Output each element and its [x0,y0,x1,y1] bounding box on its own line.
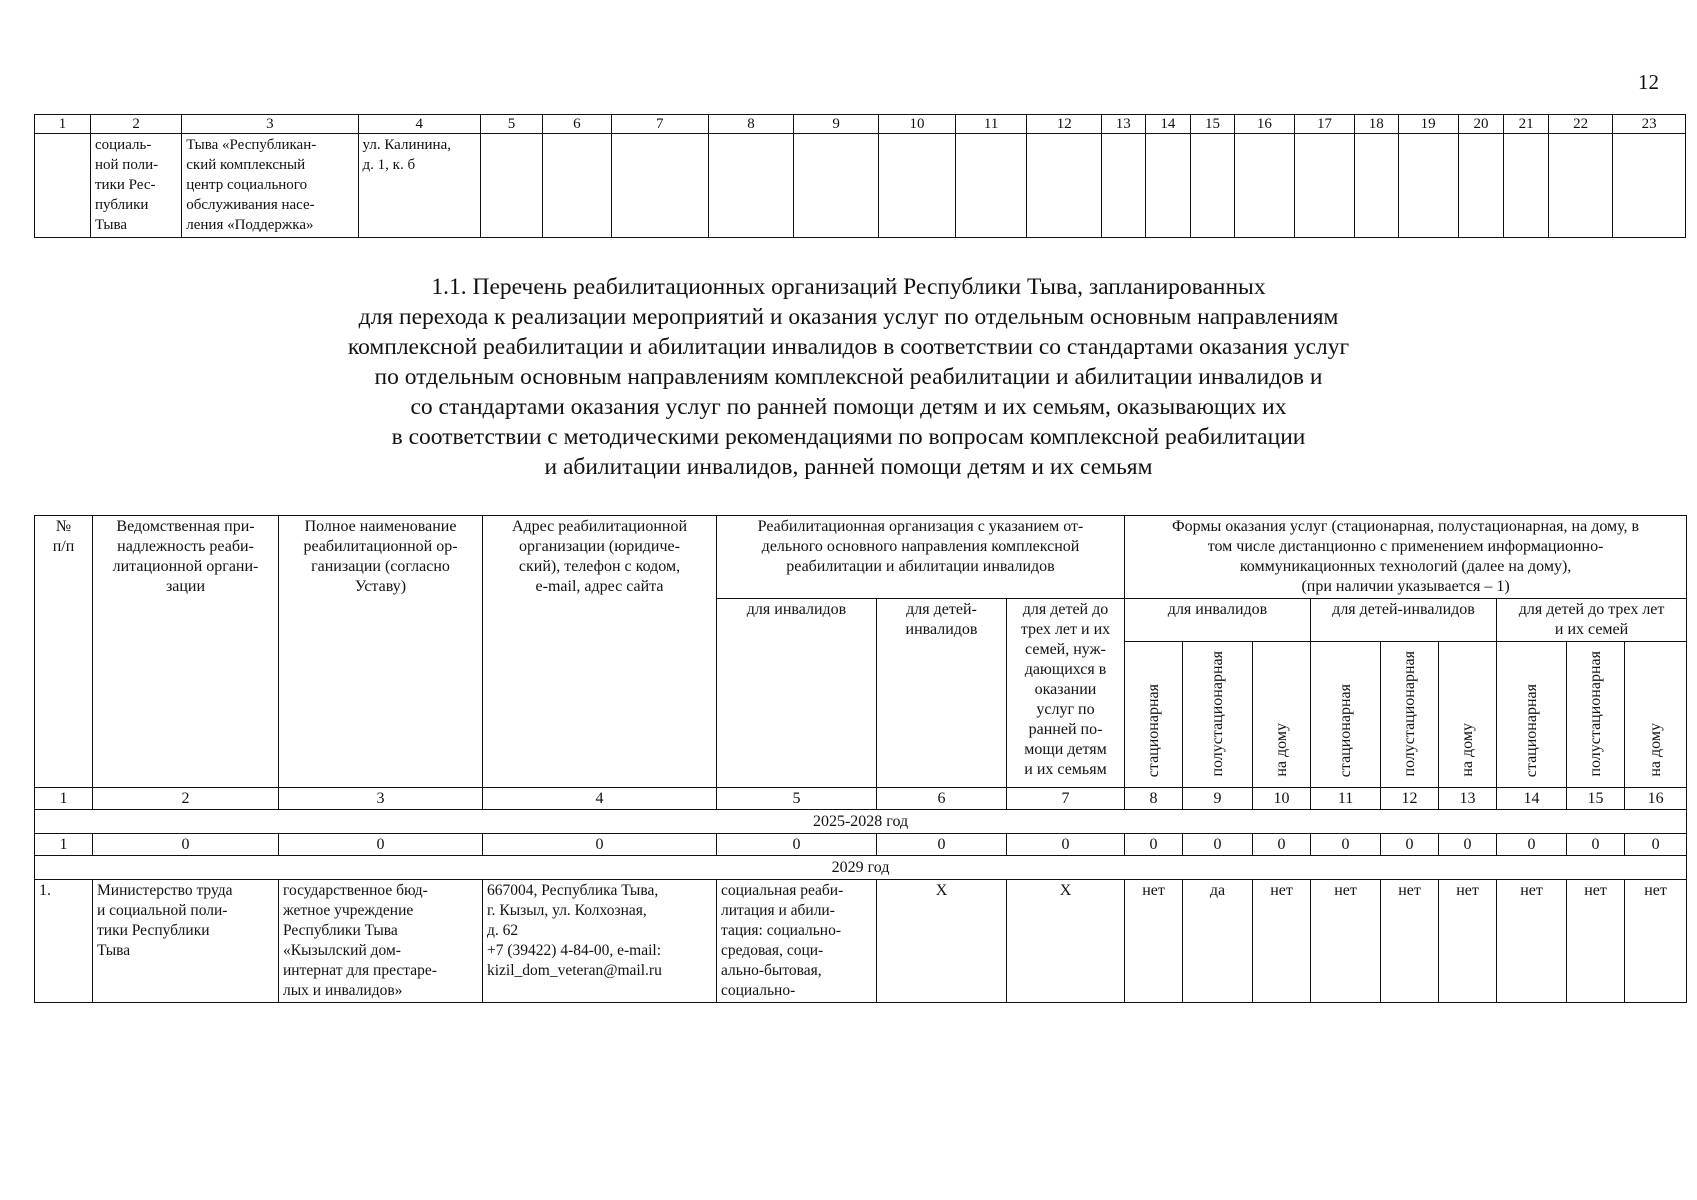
col-number: 1 [35,115,91,134]
col-number: 12 [1027,115,1102,134]
col-number: 14 [1145,115,1191,134]
table-row [35,834,1687,856]
col-number: 4 [483,788,717,810]
cell: 0 [483,834,717,856]
cell [1234,134,1294,238]
year-label: 2025-2028 год [35,810,1687,834]
col-number: 14 [1497,788,1567,810]
col-number: 15 [1567,788,1625,810]
cell-department: социаль- ной поли- тики Рес- публики Тыва [91,134,182,238]
cell-form: нет [1497,880,1567,1003]
col-number: 9 [794,115,879,134]
heading-line: комплексной реабилитации и абилитации инвалидов в соответствии со стандартами оказания услуг [347,334,1350,360]
cell [611,134,708,238]
cell: 0 [1253,834,1311,856]
cell [1191,134,1235,238]
header-at-home: на дому [1253,642,1311,788]
cell: 0 [1007,834,1125,856]
cell [709,134,794,238]
header-semi-stationary: полустационарная [1567,642,1625,788]
header-row [35,516,1687,599]
col-number: 6 [877,788,1007,810]
cell: 0 [1439,834,1497,856]
cell [1613,134,1686,238]
col-number: 2 [91,115,182,134]
col-number: 8 [709,115,794,134]
heading-line: и абилитации инвалидов, ранней помощи детям и их семьям [544,454,1153,480]
header-stationary: стационарная [1125,642,1183,788]
cell: 0 [877,834,1007,856]
col-number: 12 [1381,788,1439,810]
col-number: 10 [1253,788,1311,810]
heading-line: в соответствии с методическими рекомендациями по вопросам комплексной реабилитации [391,424,1306,450]
cell [879,134,956,238]
header-direction-early-help: для детей до трех лет и их семей, нуж- дающихся в оказании услуг по ранней по- мощи детям и их семьям [1007,599,1125,788]
cell [1458,134,1504,238]
header-semi-stationary: полустационарная [1381,642,1439,788]
col-number: 3 [182,115,358,134]
cell [955,134,1027,238]
cell-form: нет [1125,880,1183,1003]
section-heading [0,272,1697,482]
col-number: 13 [1439,788,1497,810]
header-direction-children: для детей- инвалидов [877,599,1007,788]
cell [480,134,542,238]
cell [1294,134,1354,238]
heading-line: для перехода к реализации мероприятий и оказания услуг по отдельным основным направлениям [358,304,1339,330]
cell: 0 [1125,834,1183,856]
header-direction-disabled: для инвалидов [717,599,877,788]
col-number: 2 [93,788,279,810]
col-number: 3 [279,788,483,810]
cell: 0 [1311,834,1381,856]
cell [794,134,879,238]
cell-form: нет [1253,880,1311,1003]
col-number: 18 [1355,115,1399,134]
col-number: 1 [35,788,93,810]
rehabilitation-organizations-table [34,515,1687,1003]
cell-form: нет [1311,880,1381,1003]
col-number: 10 [879,115,956,134]
cell-organization-name: государственное бюд- жетное учреждение Республики Тыва «Кызылский дом- интернат для престаре- лых и инвалидов» [279,880,483,1003]
cell: 0 [1183,834,1253,856]
cell: 1 [35,834,93,856]
cell: 0 [717,834,877,856]
heading-line: со стандартами оказания услуг по ранней помощи детям и их семьям, оказывающих их [410,394,1287,420]
cell: 0 [1567,834,1625,856]
cell-address: ул. Калинина, д. 1, к. б [358,134,480,238]
header-address: Адрес реабилитационной организации (юридиче- ский), телефон с кодом, e-mail, адрес сайта [483,516,717,788]
cell-form: нет [1381,880,1439,1003]
cell: 0 [1497,834,1567,856]
header-at-home: на дому [1439,642,1497,788]
col-number: 23 [1613,115,1686,134]
header-stationary: стационарная [1311,642,1381,788]
col-number: 13 [1102,115,1146,134]
heading-line: по отдельным основным направлениям комплексной реабилитации и абилитации инвалидов и [374,364,1323,390]
cell: 0 [279,834,483,856]
table-row [35,880,1687,1003]
header-organization-name: Полное наименование реабилитационной ор- ганизации (согласно Уставу) [279,516,483,788]
cell-direction: социальная реаби- литация и абили- тация: социально- средовая, соци- ально-бытовая, социально- [717,880,877,1003]
col-number: 19 [1398,115,1458,134]
col-number: 4 [358,115,480,134]
cell-address: 667004, Республика Тыва, г. Кызыл, ул. Колхозная, д. 62 +7 (39422) 4-84-00, e-mail: kizil_dom_veteran@mail.ru [483,880,717,1003]
cell [1027,134,1102,238]
table-row [35,134,1686,238]
col-number: 7 [611,115,708,134]
col-number: 17 [1294,115,1354,134]
cell-department: Министерство труда и социальной поли- тики Республики Тыва [93,880,279,1003]
header-forms-early-help: для детей до трех лет и их семей [1497,599,1687,642]
col-number: 21 [1504,115,1549,134]
col-number: 7 [1007,788,1125,810]
cell: 0 [93,834,279,856]
cell-early-help: X [1007,880,1125,1003]
year-label: 2029 год [35,856,1687,880]
col-number: 16 [1625,788,1687,810]
cell [1398,134,1458,238]
cell [1548,134,1612,238]
cell [1504,134,1549,238]
cell: 0 [1381,834,1439,856]
header-service-forms: Формы оказания услуг (стационарная, полустационарная, на дому, в том числе дистанционно с применением информационно- коммуникационных технологий (далее на дому), (при наличии указывается – 1) [1125,516,1687,599]
header-direction: Реабилитационная организация с указанием от- дельного основного направления комплексной реабилитации и абилитации инвалидов [717,516,1125,599]
cell-form: нет [1567,880,1625,1003]
header-department: Ведомственная при- надлежность реаби- литационной органи- зации [93,516,279,788]
cell-children: X [877,880,1007,1003]
cell: 0 [1625,834,1687,856]
cell-form: да [1183,880,1253,1003]
col-number: 5 [480,115,542,134]
header-semi-stationary: полустационарная [1183,642,1253,788]
header-number: № п/п [35,516,93,788]
cell [543,134,611,238]
heading-line: 1.1. Перечень реабилитационных организаций Республики Тыва, запланированных [431,274,1266,300]
col-number: 16 [1234,115,1294,134]
cell [1102,134,1146,238]
header-forms-children: для детей-инвалидов [1311,599,1497,642]
year-row [35,856,1687,880]
column-number-row [35,115,1686,134]
cell-organization-name: Тыва «Республикан- ский комплексный центр социального обслуживания насе- ления «Поддержка» [182,134,358,238]
page-number: 12 [1638,70,1659,94]
cell-number: 1. [35,880,93,1003]
cell-form: нет [1625,880,1687,1003]
col-number: 6 [543,115,611,134]
year-row [35,810,1687,834]
cell [1355,134,1399,238]
cell-form: нет [1439,880,1497,1003]
col-number: 22 [1548,115,1612,134]
continuation-table [34,114,1686,238]
header-at-home: на дому [1625,642,1687,788]
col-number: 11 [1311,788,1381,810]
col-number: 20 [1458,115,1504,134]
column-number-row [35,788,1687,810]
header-stationary: стационарная [1497,642,1567,788]
col-number: 15 [1191,115,1235,134]
col-number: 11 [955,115,1027,134]
cell [1145,134,1191,238]
col-number: 8 [1125,788,1183,810]
header-forms-disabled: для инвалидов [1125,599,1311,642]
col-number: 9 [1183,788,1253,810]
col-number: 5 [717,788,877,810]
cell [35,134,91,238]
